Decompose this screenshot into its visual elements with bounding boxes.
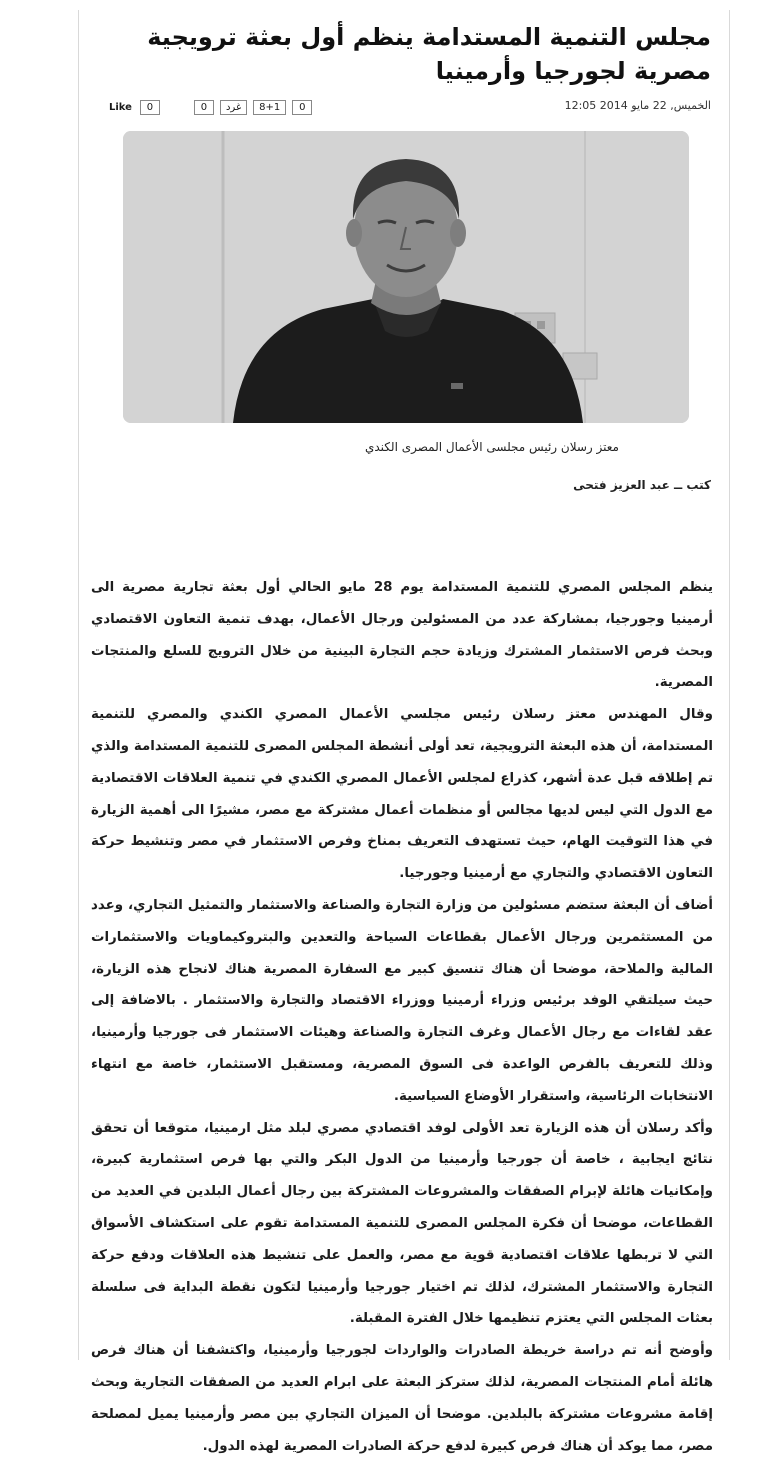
photo-caption: معتز رسلان رئيس مجلسى الأعمال المصرى الكندي [364, 440, 619, 454]
article-paragraph: وأكد رسلان أن هذه الزيارة تعد الأولى لوفد اقتصادي مصري لبلد مثل ارمينيا، متوقعا أن تحقق نتائج ايجابية ، خاصة أن جورجيا وأرمينيا من الدول البكر والتي بها فرص استثمارية كبيرة، وإمكانيات هائلة لإبرام الصفقات والمشروعات المشتركة بين رجال أعمال البلدين في العديد من القطاعات، موضحا أن فكرة المجلس المصرى للتنمية المستدامة تقوم على استكشاف الأسواق التي لا تربطها علاقات اقتصادية قوية مع مصر، والعمل على تنشيط هذه العلاقات ودفع حركة التجارة والاستثمار المشترك، لذلك تم اختيار جورجيا وأرمينيا لتكون نقطة البداية فى سلسلة بعثات المجلس التي يعتزم تنظيمها خلال الفترة المقبلة. [91, 1120, 713, 1327]
article-body [91, 572, 713, 1462]
tweet-button[interactable]: غرد [220, 100, 247, 115]
like-button[interactable]: Like [109, 101, 132, 113]
article-photo [123, 131, 689, 423]
article-paragraph: ينظم المجلس المصري للتنمية المستدامة يوم 28 مايو الحالي أول بعثة تجارية مصرية الى أرمينيا وجورجيا، بمشاركة عدد من المسئولين ورجال الأعمال، بهدف تنمية التعاون الاقتصادي وبحث فرص الاستثمار المشترك وزيادة حجم التجارة البينية من خلال الترويج للسلع والمنتجات المصرية. [91, 580, 713, 691]
article-byline: كتب ــ عبد العزيز فتحى [573, 478, 711, 492]
article-paragraph: وأوضح أنه تم دراسة خريطة الصادرات والواردات لجورجيا وأرمينيا، واكتشفنا أن هناك فرص هائلة أمام المنتجات المصرية، لذلك ستركز البعثة على ابرام العديد من الصفقات التجارية وبحث إقامة مشروعات مشتركة بالبلدين. موضحا أن الميزان التجاري بين مصر وأرمينيا يميل لمصلحة مصر، مما يوكد أن هناك فرص كبيرة لدفع حركة الصادرات المصرية لهذه الدول. [91, 1343, 713, 1454]
like-count: 0 [140, 100, 160, 115]
portrait-image [123, 131, 689, 423]
gplus-button[interactable]: 8+1 [253, 100, 286, 115]
article-paragraph: وقال المهندس معتز رسلان رئيس مجلسي الأعمال المصري الكندي والمصري للتنمية المستدامة، أن هذه البعثة الترويجية، تعد أولى أنشطة المجلس المصرى للتنمية المستدامة والذي تم إطلاقه قبل عدة أشهر، كذراع لمجلس الأعمال المصري الكندي في تنمية العلاقات الاقتصادية مع الدول التي ليس لديها مجالس أو منظمات أعمال مشتركة مع مصر، مشيرًا الى أهمية الزيارة في هذا التوقيت الهام، حيث تستهدف التعريف بمناخ وفرص الاستثمار في مصر وتنشيط حركة التعاون الاقتصادي والتجاري مع أرمينيا وجورجيا. [91, 707, 713, 882]
tweet-count: 0 [194, 100, 214, 115]
article-title: مجلس التنمية المستدامة ينظم أول بعثة ترويجية مصرية لجورجيا وأرمينيا [147, 23, 711, 85]
article-meta [109, 96, 711, 120]
gplus-count: 0 [292, 100, 312, 115]
share-bar [109, 96, 312, 118]
article-page [78, 10, 730, 1454]
article-paragraph: أضاف أن البعثة ستضم مسئولين من وزارة التجارة والصناعة والاستثمار والتمثيل التجاري، وعدد من المستثمرين ورجال الأعمال بقطاعات السياحة والتعدين والبتروكيماويات والاستثمارات المالية والملاحة، موضحا أن هناك تنسيق كبير مع السفارة المصرية هناك لانجاح هذه الزيارة، حيث سيلتقي الوفد برئيس وزراء أرمينيا ووزراء الاقتصاد والتجارة والاستثمار . بالاضافة إلى عقد لقاءات مع رجال الأعمال وغرف التجارة والصناعة وهيئات الاستثمار فى جورجيا وأرمينيا، وذلك للتعريف بالفرص الواعدة فى السوق المصرية، ومستقبل الاستثمار، خاصة مع انتهاء الانتخابات الرئاسية، واستقرار الأوضاع السياسية. [91, 897, 713, 1104]
article-date: الخميس, 22 مايو 2014 12:05 [564, 99, 711, 112]
